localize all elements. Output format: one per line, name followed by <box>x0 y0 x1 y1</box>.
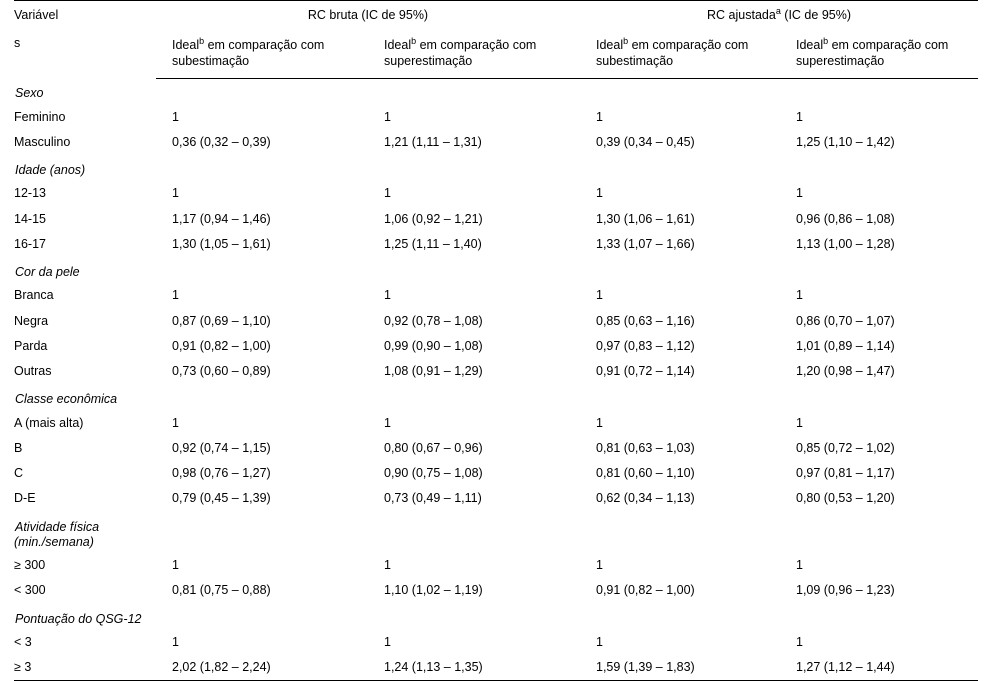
row-value-text: 0,90 (0,75 – 1,08) <box>384 466 483 480</box>
row-value-cell <box>156 283 368 308</box>
row-value-text: 0,85 (0,72 – 1,02) <box>796 440 895 455</box>
row-value-text: 1,13 (1,00 – 1,28) <box>796 236 895 251</box>
header-sub-adjusted-over: Ideal$^b$ em comparação com superestimação <box>780 29 978 78</box>
header-sub-crude-under: Ideal$^b$ em comparação com subestimação <box>156 29 368 78</box>
row-value-cell <box>156 359 368 384</box>
footnote-marker-b: b <box>623 36 629 47</box>
row-value-cell <box>156 105 368 130</box>
row-value-cell <box>156 130 368 155</box>
row-value-cell <box>580 436 780 461</box>
row-value-cell <box>580 232 780 257</box>
table-row <box>14 655 978 681</box>
header-sub-adjusted-under: Ideal$^b$ em comparação com subestimação <box>580 29 780 78</box>
row-value-cell <box>580 207 780 232</box>
row-label-text: Outras <box>14 364 52 378</box>
row-value-text: 1,17 (0,94 – 1,46) <box>172 211 271 226</box>
row-value-text: 1,01 (0,89 – 1,14) <box>796 338 895 353</box>
empty-cell <box>368 604 580 630</box>
row-value-text: 1,08 (0,91 – 1,29) <box>384 364 483 378</box>
group-label <box>14 512 156 554</box>
row-value-cell <box>156 309 368 334</box>
row-value-text: 0,91 (0,82 – 1,00) <box>172 338 271 353</box>
row-label <box>14 105 156 130</box>
row-value-text: 0,99 (0,90 – 1,08) <box>384 338 483 353</box>
group-label <box>14 78 156 104</box>
empty-cell <box>780 257 978 283</box>
row-value-cell <box>156 334 368 359</box>
row-value-cell <box>580 309 780 334</box>
footnote-marker-a: a <box>775 5 781 16</box>
row-value-cell <box>780 105 978 130</box>
row-value-cell <box>368 181 580 206</box>
empty-cell <box>368 384 580 410</box>
empty-cell <box>580 78 780 104</box>
row-value-cell <box>156 181 368 206</box>
empty-cell <box>780 512 978 554</box>
table-row <box>14 130 978 155</box>
group-label-text: Classe econômica <box>15 392 118 407</box>
table-row <box>14 181 978 206</box>
row-value-cell <box>156 232 368 257</box>
row-value-cell <box>780 630 978 655</box>
row-value-text: 1 <box>796 109 803 124</box>
empty-cell <box>580 384 780 410</box>
row-value-text: 1,10 (1,02 – 1,19) <box>384 583 483 598</box>
row-value-text: 0,80 (0,67 – 0,96) <box>384 440 483 455</box>
row-value-cell <box>368 283 580 308</box>
row-value-text: 0,81 (0,63 – 1,03) <box>596 440 695 455</box>
table-row <box>14 461 978 486</box>
row-value-cell <box>780 207 978 232</box>
row-value-text: 0,62 (0,34 – 1,13) <box>596 491 695 506</box>
table-row <box>14 553 978 578</box>
row-value-text: 1 <box>172 415 179 430</box>
group-label <box>14 155 156 181</box>
header-variable-line2: s <box>14 36 21 51</box>
empty-cell <box>368 512 580 554</box>
row-value-text: 1 <box>796 634 803 649</box>
row-value-text: 1,20 (0,98 – 1,47) <box>796 364 895 378</box>
row-label <box>14 630 156 655</box>
table-row <box>14 630 978 655</box>
row-label <box>14 283 156 308</box>
row-value-text: 1,06 (0,92 – 1,21) <box>384 211 483 226</box>
row-label-text: ≥ 300 <box>14 558 46 572</box>
row-value-text: 1,21 (1,11 – 1,31) <box>384 134 482 149</box>
table-group-row <box>14 257 978 283</box>
row-value-text: 1 <box>796 415 803 430</box>
row-value-text: 0,91 (0,82 – 1,00) <box>596 583 695 598</box>
row-value-text: 1 <box>384 558 391 572</box>
table-row <box>14 359 978 384</box>
row-value-cell <box>780 461 978 486</box>
row-value-cell <box>156 655 368 681</box>
row-value-text: 0,73 (0,60 – 0,89) <box>172 364 271 378</box>
empty-cell <box>156 604 368 630</box>
table-group-row <box>14 155 978 181</box>
row-value-cell <box>580 461 780 486</box>
row-value-cell <box>368 411 580 436</box>
group-label-text: Sexo <box>15 86 44 101</box>
row-value-cell <box>368 359 580 384</box>
row-label <box>14 232 156 257</box>
row-label <box>14 578 156 603</box>
row-value-text: 1 <box>384 109 391 124</box>
row-label-text: < 300 <box>14 583 46 598</box>
empty-cell <box>780 604 978 630</box>
empty-cell <box>580 155 780 181</box>
header-group-adjusted: RC ajustada$^a$ (IC de 95%) <box>580 1 978 30</box>
row-value-cell <box>368 436 580 461</box>
group-label-text: Cor da pele <box>15 265 80 279</box>
row-value-text: 0,98 (0,76 – 1,27) <box>172 466 271 480</box>
row-value-cell <box>780 130 978 155</box>
row-value-cell <box>580 411 780 436</box>
group-label-text: Atividade física (min./semana) <box>14 519 100 549</box>
row-value-text: 0,73 (0,49 – 1,11) <box>384 491 482 506</box>
table-row <box>14 334 978 359</box>
header-row-groups <box>14 1 978 30</box>
row-label <box>14 411 156 436</box>
row-value-text: 0,81 (0,75 – 0,88) <box>172 583 271 598</box>
row-value-text: 1 <box>172 634 179 649</box>
row-value-cell <box>368 630 580 655</box>
table-group-row <box>14 604 978 630</box>
row-value-text: 1 <box>596 288 603 303</box>
row-value-cell <box>780 309 978 334</box>
row-value-text: 1,33 (1,07 – 1,66) <box>596 236 695 251</box>
row-value-text: 0,39 (0,34 – 0,45) <box>596 134 695 149</box>
row-label-text: B <box>14 440 23 455</box>
row-value-cell <box>780 486 978 511</box>
empty-cell <box>780 78 978 104</box>
row-label-text: Masculino <box>14 134 71 149</box>
row-value-text: 1 <box>384 634 391 649</box>
row-value-text: 1,27 (1,12 – 1,44) <box>796 660 895 674</box>
row-value-cell <box>580 486 780 511</box>
row-value-cell <box>156 411 368 436</box>
empty-cell <box>156 155 368 181</box>
row-value-text: 0,97 (0,81 – 1,17) <box>796 466 895 480</box>
row-value-text: 1 <box>172 288 179 303</box>
row-value-text: 0,81 (0,60 – 1,10) <box>596 466 695 480</box>
row-value-cell <box>580 359 780 384</box>
group-label-text: Pontuação do QSG-12 <box>15 611 142 626</box>
empty-cell <box>580 512 780 554</box>
row-value-text: 1 <box>384 186 391 201</box>
row-value-text: 1 <box>796 288 803 303</box>
header-sub-crude-over: Ideal$^b$ em comparação com superestimação <box>368 29 580 78</box>
row-value-text: 0,86 (0,70 – 1,07) <box>796 313 895 328</box>
row-label <box>14 486 156 511</box>
row-value-cell <box>156 630 368 655</box>
table-row <box>14 411 978 436</box>
row-label <box>14 130 156 155</box>
row-label-text: < 3 <box>14 634 32 649</box>
row-label-text: Negra <box>14 313 49 328</box>
table-row <box>14 207 978 232</box>
row-value-cell <box>156 578 368 603</box>
row-value-cell <box>780 411 978 436</box>
row-value-cell <box>156 436 368 461</box>
row-value-cell <box>780 181 978 206</box>
row-value-text: 1 <box>596 186 603 201</box>
row-value-text: 0,80 (0,53 – 1,20) <box>796 491 895 506</box>
row-label <box>14 461 156 486</box>
row-label-text: 16-17 <box>14 236 46 251</box>
row-value-cell <box>780 334 978 359</box>
row-value-cell <box>780 553 978 578</box>
header-variable <box>14 1 156 79</box>
row-value-cell <box>580 283 780 308</box>
row-value-text: 1,30 (1,06 – 1,61) <box>596 211 695 226</box>
table-group-row <box>14 384 978 410</box>
row-label-text: A (mais alta) <box>14 415 84 430</box>
table-group-row <box>14 78 978 104</box>
row-value-cell <box>368 655 580 681</box>
group-label <box>14 604 156 630</box>
row-value-cell <box>368 553 580 578</box>
empty-cell <box>156 257 368 283</box>
row-value-text: 0,96 (0,86 – 1,08) <box>796 211 895 226</box>
table-row <box>14 436 978 461</box>
table-group-row <box>14 512 978 554</box>
row-value-cell <box>780 283 978 308</box>
row-label-text: Feminino <box>14 109 66 124</box>
row-label-text: 14-15 <box>14 211 46 226</box>
row-value-text: 1 <box>596 634 603 649</box>
row-value-text: 1,25 (1,10 – 1,42) <box>796 134 895 149</box>
table-body <box>14 78 978 681</box>
row-value-cell <box>580 553 780 578</box>
row-value-text: 1 <box>796 186 803 201</box>
empty-cell <box>156 78 368 104</box>
row-label <box>14 181 156 206</box>
row-value-cell <box>780 359 978 384</box>
empty-cell <box>368 155 580 181</box>
row-value-text: 1 <box>384 288 391 303</box>
row-label <box>14 436 156 461</box>
row-label <box>14 309 156 334</box>
empty-cell <box>368 257 580 283</box>
row-value-cell <box>368 461 580 486</box>
row-value-cell <box>780 578 978 603</box>
row-label-text: 12-13 <box>14 186 46 201</box>
row-value-cell <box>368 578 580 603</box>
row-label <box>14 359 156 384</box>
header-variable-line1: Variável <box>14 8 59 22</box>
empty-cell <box>780 155 978 181</box>
row-value-text: 1,09 (0,96 – 1,23) <box>796 583 895 598</box>
table-row <box>14 232 978 257</box>
empty-cell <box>580 257 780 283</box>
row-value-cell <box>368 105 580 130</box>
row-value-cell <box>580 630 780 655</box>
empty-cell <box>156 512 368 554</box>
row-value-cell <box>580 334 780 359</box>
row-value-cell <box>368 309 580 334</box>
group-label <box>14 384 156 410</box>
row-value-cell <box>580 578 780 603</box>
row-value-cell <box>580 181 780 206</box>
row-value-text: 1 <box>596 415 603 430</box>
row-label-text: C <box>14 466 24 480</box>
row-value-cell <box>368 486 580 511</box>
header-group-crude: RC bruta (IC de 95%) <box>156 1 580 30</box>
footnote-marker-b: b <box>411 36 417 47</box>
row-label <box>14 655 156 681</box>
footnote-marker-b: b <box>199 36 205 47</box>
empty-cell <box>580 604 780 630</box>
row-label-text: Parda <box>14 338 48 353</box>
row-value-text: 1,59 (1,39 – 1,83) <box>596 660 695 674</box>
row-value-text: 1 <box>796 558 803 572</box>
row-value-cell <box>156 486 368 511</box>
empty-cell <box>156 384 368 410</box>
row-value-cell <box>580 130 780 155</box>
footnote-marker-b: b <box>823 36 829 47</box>
row-value-text: 1 <box>172 558 179 572</box>
row-value-cell <box>780 232 978 257</box>
row-value-text: 2,02 (1,82 – 2,24) <box>172 660 271 674</box>
row-value-text: 1,24 (1,13 – 1,35) <box>384 660 483 674</box>
table-row <box>14 283 978 308</box>
row-label-text: Branca <box>14 288 54 303</box>
row-value-text: 0,92 (0,74 – 1,15) <box>172 440 271 455</box>
row-value-cell <box>368 232 580 257</box>
group-label <box>14 257 156 283</box>
row-value-text: 1 <box>596 109 603 124</box>
row-value-cell <box>368 207 580 232</box>
row-value-cell <box>780 655 978 681</box>
row-value-cell <box>156 553 368 578</box>
row-value-text: 1,30 (1,05 – 1,61) <box>172 236 271 251</box>
row-value-text: 1 <box>172 109 179 124</box>
row-value-text: 0,97 (0,83 – 1,12) <box>596 338 695 353</box>
row-value-text: 0,92 (0,78 – 1,08) <box>384 313 483 328</box>
row-value-cell <box>156 207 368 232</box>
table-header <box>14 1 978 79</box>
row-value-cell <box>580 655 780 681</box>
row-value-cell <box>780 436 978 461</box>
row-label-text: ≥ 3 <box>14 660 32 674</box>
row-value-text: 0,79 (0,45 – 1,39) <box>172 491 271 506</box>
table-row <box>14 486 978 511</box>
table-row <box>14 105 978 130</box>
row-value-text: 0,36 (0,32 – 0,39) <box>172 134 271 149</box>
row-value-cell <box>580 105 780 130</box>
row-value-text: 0,85 (0,63 – 1,16) <box>596 313 695 328</box>
results-table <box>14 0 978 681</box>
table-row <box>14 578 978 603</box>
row-value-text: 1 <box>596 558 603 572</box>
row-label-text: D-E <box>14 491 36 506</box>
row-value-text: 0,87 (0,69 – 1,10) <box>172 313 271 328</box>
empty-cell <box>780 384 978 410</box>
row-label <box>14 553 156 578</box>
row-value-text: 0,91 (0,72 – 1,14) <box>596 364 695 378</box>
row-value-text: 1 <box>172 186 179 201</box>
row-value-text: 1,25 (1,11 – 1,40) <box>384 236 482 251</box>
header-row-subcolumns <box>14 29 978 78</box>
group-label-text: Idade (anos) <box>15 163 86 177</box>
row-value-cell <box>368 334 580 359</box>
table-row <box>14 309 978 334</box>
row-value-text: 1 <box>384 415 391 430</box>
empty-cell <box>368 78 580 104</box>
row-label <box>14 207 156 232</box>
row-value-cell <box>156 461 368 486</box>
row-value-cell <box>368 130 580 155</box>
row-label <box>14 334 156 359</box>
